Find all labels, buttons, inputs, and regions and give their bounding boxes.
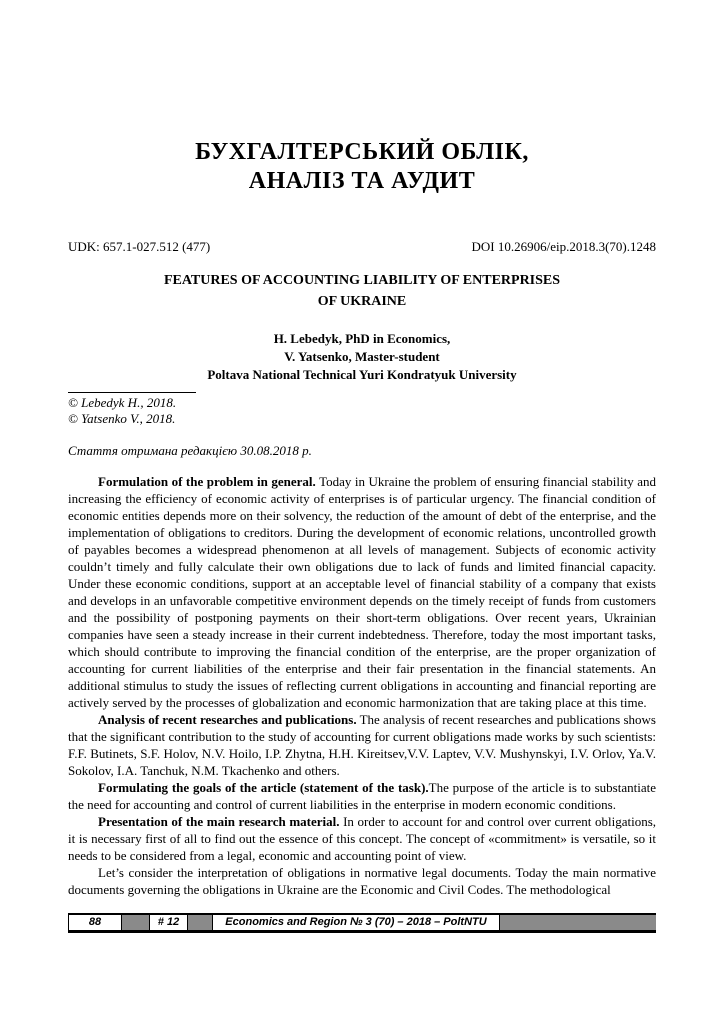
- udk-code: UDK: 657.1-027.512 (477): [68, 239, 211, 254]
- article-title-line-2: OF UKRAINE: [317, 294, 407, 309]
- paragraph-lead: Presentation of the main research material.: [98, 814, 340, 829]
- paragraph-formulation: [68, 473, 656, 711]
- paragraph-text: Today in Ukraine the problem of ensuring financial stability and increasing the efficiency of economic activity of enterprises is of particular urgency. The financial condition of economic entities depends more on their solvency, the reduction of the amount of debt of the enterprise, and the implementation of obligations to creditors. During the development of economic relations, uncontrolled growth of payables becomes a widespread phenomenon at all levels of management. Subjects of economic activity couldn’t timely and fully calculate their own obligations due to lack of funds and limited financial capacity. Under these economic conditions, support at an acceptable level of financial stability of a company that exists and develops in an unfavorable competitive environment depends on the timely receipt of funds from customers and the possibility of postponing payments on their short-term obligations. Over recent years, Ukrainian companies have seen a steady increase in their current indebtedness. Therefore, today the most important tasks, which should contribute to improving the financial condition of the enterprise, are the proper organization of accounting for current liabilities of the enterprise and their fair presentation in the financial statements. An additional stimulus to study the issues of reflecting current obligations in accounting and financial reporting are actively served by the processes of globalization and economic harmonization that are taking place at this time.: [68, 474, 656, 710]
- authors-block: [68, 330, 656, 384]
- paragraph-text: The purpose of the article is to substantiate the need for accounting and control of current liabilities in the enterprise in modern economic conditions.: [68, 780, 657, 812]
- article-title: [68, 270, 656, 312]
- copyright-divider: [68, 392, 196, 393]
- paragraph-lead: Formulating the goals of the article (statement of the task).: [98, 780, 429, 795]
- received-date-line: Стаття отримана редакцією 30.08.2018 р.: [68, 443, 312, 458]
- author-line: H. Lebedyk, PhD in Economics,: [273, 331, 451, 346]
- section-title-line-2: АНАЛІЗ ТА АУДИТ: [248, 168, 476, 194]
- footer-journal-title: Economics and Region № 3 (70) – 2018 – PoltNTU: [212, 915, 500, 930]
- section-title: [68, 138, 656, 196]
- paragraph-lead: Formulation of the problem in general.: [98, 474, 316, 489]
- copyright-block: [68, 392, 656, 427]
- author-line: V. Yatsenko, Master-student: [284, 349, 440, 364]
- paragraph-presentation: [68, 813, 656, 864]
- paragraph-lead: Analysis of recent researches and publications.: [98, 712, 357, 727]
- article-body: [68, 473, 656, 898]
- footer-bar: [68, 913, 656, 933]
- article-title-line-1: FEATURES OF ACCOUNTING LIABILITY OF ENTERPRISES: [163, 273, 561, 288]
- section-title-line-1: БУХГАЛТЕРСЬКИЙ ОБЛІК,: [195, 139, 529, 165]
- footer-page-number: 88: [68, 915, 122, 930]
- copyright-line: © Yatsenko V., 2018.: [68, 411, 176, 426]
- paragraph-text: The analysis of recent researches and publications shows that the significant contribution to the study of accounting for current obligations made works by such scientists: F.F. Butinets, S.F. Holov, N.V. Hoilo, I.P. Zhytna, H.H. Kireitsev,V.V. Laptev, V.V. Mushynskyi, I.V. Orlov, Ya.V. Sokolov, I.A. Tanchuk, N.M. Tkachenko and others.: [68, 712, 656, 778]
- udk-doi-row: [68, 238, 656, 255]
- paragraph-text: In order to account for and control over current obligations, it is necessary first of all to find out the essence of this concept. The concept of «commitment» is versatile, so it needs to be considered from a legal, economic and accounting point of view.: [68, 814, 656, 863]
- footer-issue-label: # 12: [149, 915, 188, 930]
- paragraph-goals: [68, 779, 656, 813]
- paragraph-interpretation: [68, 864, 656, 898]
- paragraph-text: Let’s consider the interpretation of obligations in normative legal documents. Today the main normative documents governing the obligations in Ukraine are the Economic and Civil Codes. The methodological: [68, 865, 656, 897]
- affiliation-line: Poltava National Technical Yuri Kondratyuk University: [207, 367, 517, 382]
- copyright-line: © Lebedyk H., 2018.: [68, 395, 177, 410]
- footer-gray-segment: [500, 915, 656, 930]
- footer-gray-segment: [188, 915, 212, 930]
- paragraph-analysis: [68, 711, 656, 779]
- page-content: [68, 0, 656, 898]
- footer-gray-segment: [122, 915, 149, 930]
- doi-code: DOI 10.26906/eip.2018.3(70).1248: [471, 239, 656, 254]
